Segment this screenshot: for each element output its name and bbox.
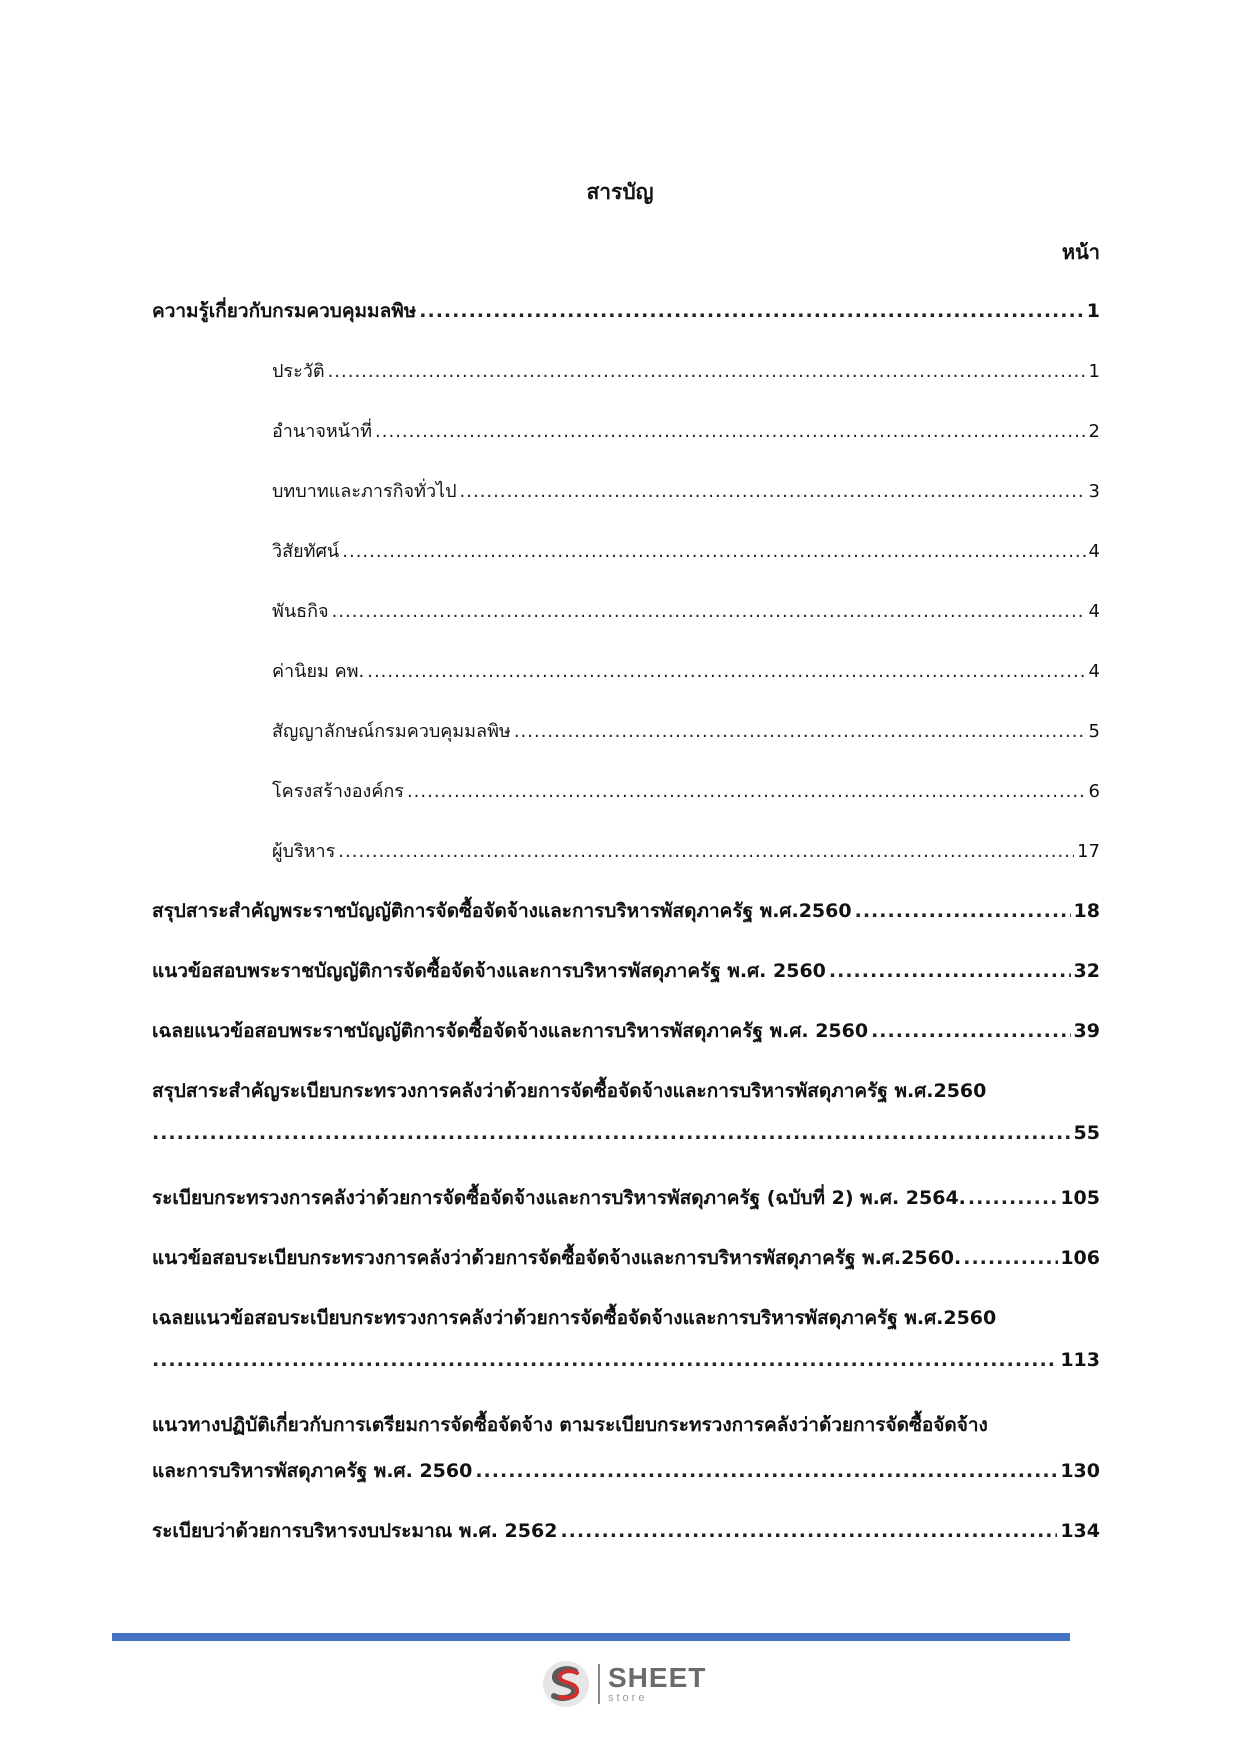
- toc-entry-label: สรุปสาระสำคัญระเบียบกระทรวงการคลังว่าด้วยการจัดซื้อจัดจ้างและการบริหารพัสดุภาครัฐ พ.ศ.2560: [152, 1080, 987, 1102]
- toc-entry-procurement-act-exam[interactable]: [152, 956, 1100, 986]
- dot-leader: [514, 721, 1086, 742]
- toc-entry-structure[interactable]: [272, 776, 1100, 805]
- dot-leader: [367, 661, 1085, 682]
- toc-entry-label: ระเบียบว่าด้วยการบริหารงบประมาณ พ.ศ. 2562: [152, 1520, 558, 1542]
- dot-leader: [963, 1247, 1058, 1269]
- toc-entry-regulation-answers-leader[interactable]: [152, 1349, 1100, 1371]
- toc-entry-procurement-guideline[interactable]: [152, 1410, 1100, 1440]
- toc-entry-mission[interactable]: [272, 596, 1100, 625]
- toc-entry-label: แนวข้อสอบพระราชบัญญัติการจัดซื้อจัดจ้างและการบริหารพัสดุภาครัฐ พ.ศ. 2560: [152, 960, 826, 982]
- toc-entry-label: วิสัยทัศน์: [272, 541, 340, 562]
- logo-main-text: SHEET: [608, 1662, 707, 1693]
- toc-entry-page: 2: [1088, 421, 1100, 442]
- toc-entry-procurement-act-answers[interactable]: [152, 1016, 1100, 1046]
- toc-entry-label: อำนาจหน้าที่: [272, 421, 373, 442]
- toc-entry-page: 1: [1088, 361, 1100, 382]
- toc-entry-budget-regulation[interactable]: [152, 1516, 1100, 1546]
- dot-leader: [152, 1122, 1071, 1144]
- dot-leader: [407, 781, 1086, 802]
- toc-entry-regulation-summary[interactable]: [152, 1076, 1100, 1106]
- page-title: สารบัญ: [586, 180, 654, 204]
- toc-entry-authority[interactable]: [272, 416, 1100, 445]
- toc-entry-label: ค่านิยม คพ.: [272, 661, 365, 682]
- toc-entry-label: ความรู้เกี่ยวกับกรมควบคุมมลพิษ: [152, 300, 417, 322]
- toc-entry-label: โครงสร้างองค์กร: [272, 781, 404, 802]
- toc-entry-procurement-guideline-cont[interactable]: [152, 1456, 1100, 1486]
- toc-entry-roles[interactable]: [272, 476, 1100, 505]
- toc-entry-emblem[interactable]: [272, 716, 1100, 745]
- toc-entry-vision[interactable]: [272, 536, 1100, 565]
- toc-entry-page: 4: [1088, 661, 1100, 682]
- page-column-label: หน้า: [1061, 240, 1100, 264]
- dot-leader: [375, 421, 1086, 442]
- toc-entry-label: ผู้บริหาร: [272, 841, 336, 862]
- toc-entry-page: 1: [1086, 300, 1100, 322]
- toc-entry-page: 106: [1060, 1247, 1100, 1269]
- toc-entry-label: ระเบียบกระทรวงการคลังว่าด้วยการจัดซื้อจัดจ้างและการบริหารพัสดุภาครัฐ (ฉบับที่ 2) พ.ศ. 2564.: [152, 1187, 966, 1209]
- sheet-store-logo: [540, 1658, 720, 1710]
- toc-entry-page: 18: [1073, 900, 1100, 922]
- sheet-store-logo-icon: [540, 1658, 592, 1710]
- dot-leader: [829, 960, 1071, 982]
- dot-leader: [855, 900, 1071, 922]
- toc-entry-label: ประวัติ: [272, 361, 325, 382]
- toc-entry-page: 134: [1060, 1520, 1100, 1542]
- toc-entry-label-continued: และการบริหารพัสดุภาครัฐ พ.ศ. 2560: [152, 1460, 473, 1482]
- dot-leader: [968, 1187, 1058, 1209]
- dot-leader: [332, 601, 1086, 622]
- toc-entry-procurement-act-summary[interactable]: [152, 896, 1100, 926]
- toc-entry-regulation-amendment-2[interactable]: [152, 1183, 1100, 1213]
- toc-entry-regulation-exam[interactable]: [152, 1243, 1100, 1273]
- toc-entry-label: เฉลยแนวข้อสอบระเบียบกระทรวงการคลังว่าด้วยการจัดซื้อจัดจ้างและการบริหารพัสดุภาครัฐ พ.ศ.2560: [152, 1307, 997, 1329]
- toc-entry-label: สัญญาลักษณ์กรมควบคุมมลพิษ: [272, 721, 511, 742]
- toc-entry-label: สรุปสาระสำคัญพระราชบัญญัติการจัดซื้อจัดจ้างและการบริหารพัสดุภาครัฐ พ.ศ.2560: [152, 900, 852, 922]
- toc-entry-label: แนวทางปฏิบัติเกี่ยวกับการเตรียมการจัดซื้อจัดจ้าง ตามระเบียบกระทรวงการคลังว่าด้วยการจัดซื้อจัดจ้าง: [152, 1414, 988, 1436]
- toc-entry-page: 32: [1073, 960, 1100, 982]
- dot-leader: [328, 361, 1086, 382]
- toc-entry-values[interactable]: [272, 656, 1100, 685]
- toc-entry-page: 17: [1077, 841, 1100, 862]
- toc-entry-page: 113: [1060, 1349, 1100, 1371]
- toc-entry-page: 5: [1088, 721, 1100, 742]
- toc-entry-page: 39: [1073, 1020, 1100, 1042]
- toc-entry-label: แนวข้อสอบระเบียบกระทรวงการคลังว่าด้วยการจัดซื้อจัดจ้างและการบริหารพัสดุภาครัฐ พ.ศ.2560.: [152, 1247, 962, 1269]
- toc-entry-page: 6: [1088, 781, 1100, 802]
- toc-entry-page: 3: [1088, 481, 1100, 502]
- toc-entry-label: บทบาทและภารกิจทั่วไป: [272, 481, 457, 502]
- toc-entry-label: เฉลยแนวข้อสอบพระราชบัญญัติการจัดซื้อจัดจ้างและการบริหารพัสดุภาครัฐ พ.ศ. 2560: [152, 1020, 869, 1042]
- dot-leader: [871, 1020, 1070, 1042]
- logo-sub-text: store: [608, 1692, 648, 1704]
- logo-divider: [598, 1664, 600, 1704]
- dot-leader: [475, 1460, 1057, 1482]
- toc-entry-page: 4: [1088, 541, 1100, 562]
- toc-entry-pcd-knowledge[interactable]: [152, 296, 1100, 326]
- toc-entry-executives[interactable]: [272, 836, 1100, 865]
- dot-leader: [338, 841, 1074, 862]
- dot-leader: [342, 541, 1085, 562]
- toc-entry-page: 105: [1060, 1187, 1100, 1209]
- toc-entry-page: 55: [1073, 1122, 1100, 1144]
- footer-rule: [112, 1633, 1070, 1641]
- dot-leader: [152, 1349, 1057, 1371]
- toc-entry-label: พันธกิจ: [272, 601, 329, 622]
- toc-entry-regulation-summary-leader[interactable]: [152, 1122, 1100, 1144]
- toc-entry-history[interactable]: [272, 356, 1100, 385]
- dot-leader: [460, 481, 1086, 502]
- dot-leader: [560, 1520, 1057, 1542]
- toc-entry-page: 4: [1088, 601, 1100, 622]
- logo-wordmark: [608, 1664, 706, 1704]
- dot-leader: [419, 300, 1084, 322]
- toc-entry-page: 130: [1060, 1460, 1100, 1482]
- toc-entry-regulation-answers[interactable]: [152, 1303, 1100, 1333]
